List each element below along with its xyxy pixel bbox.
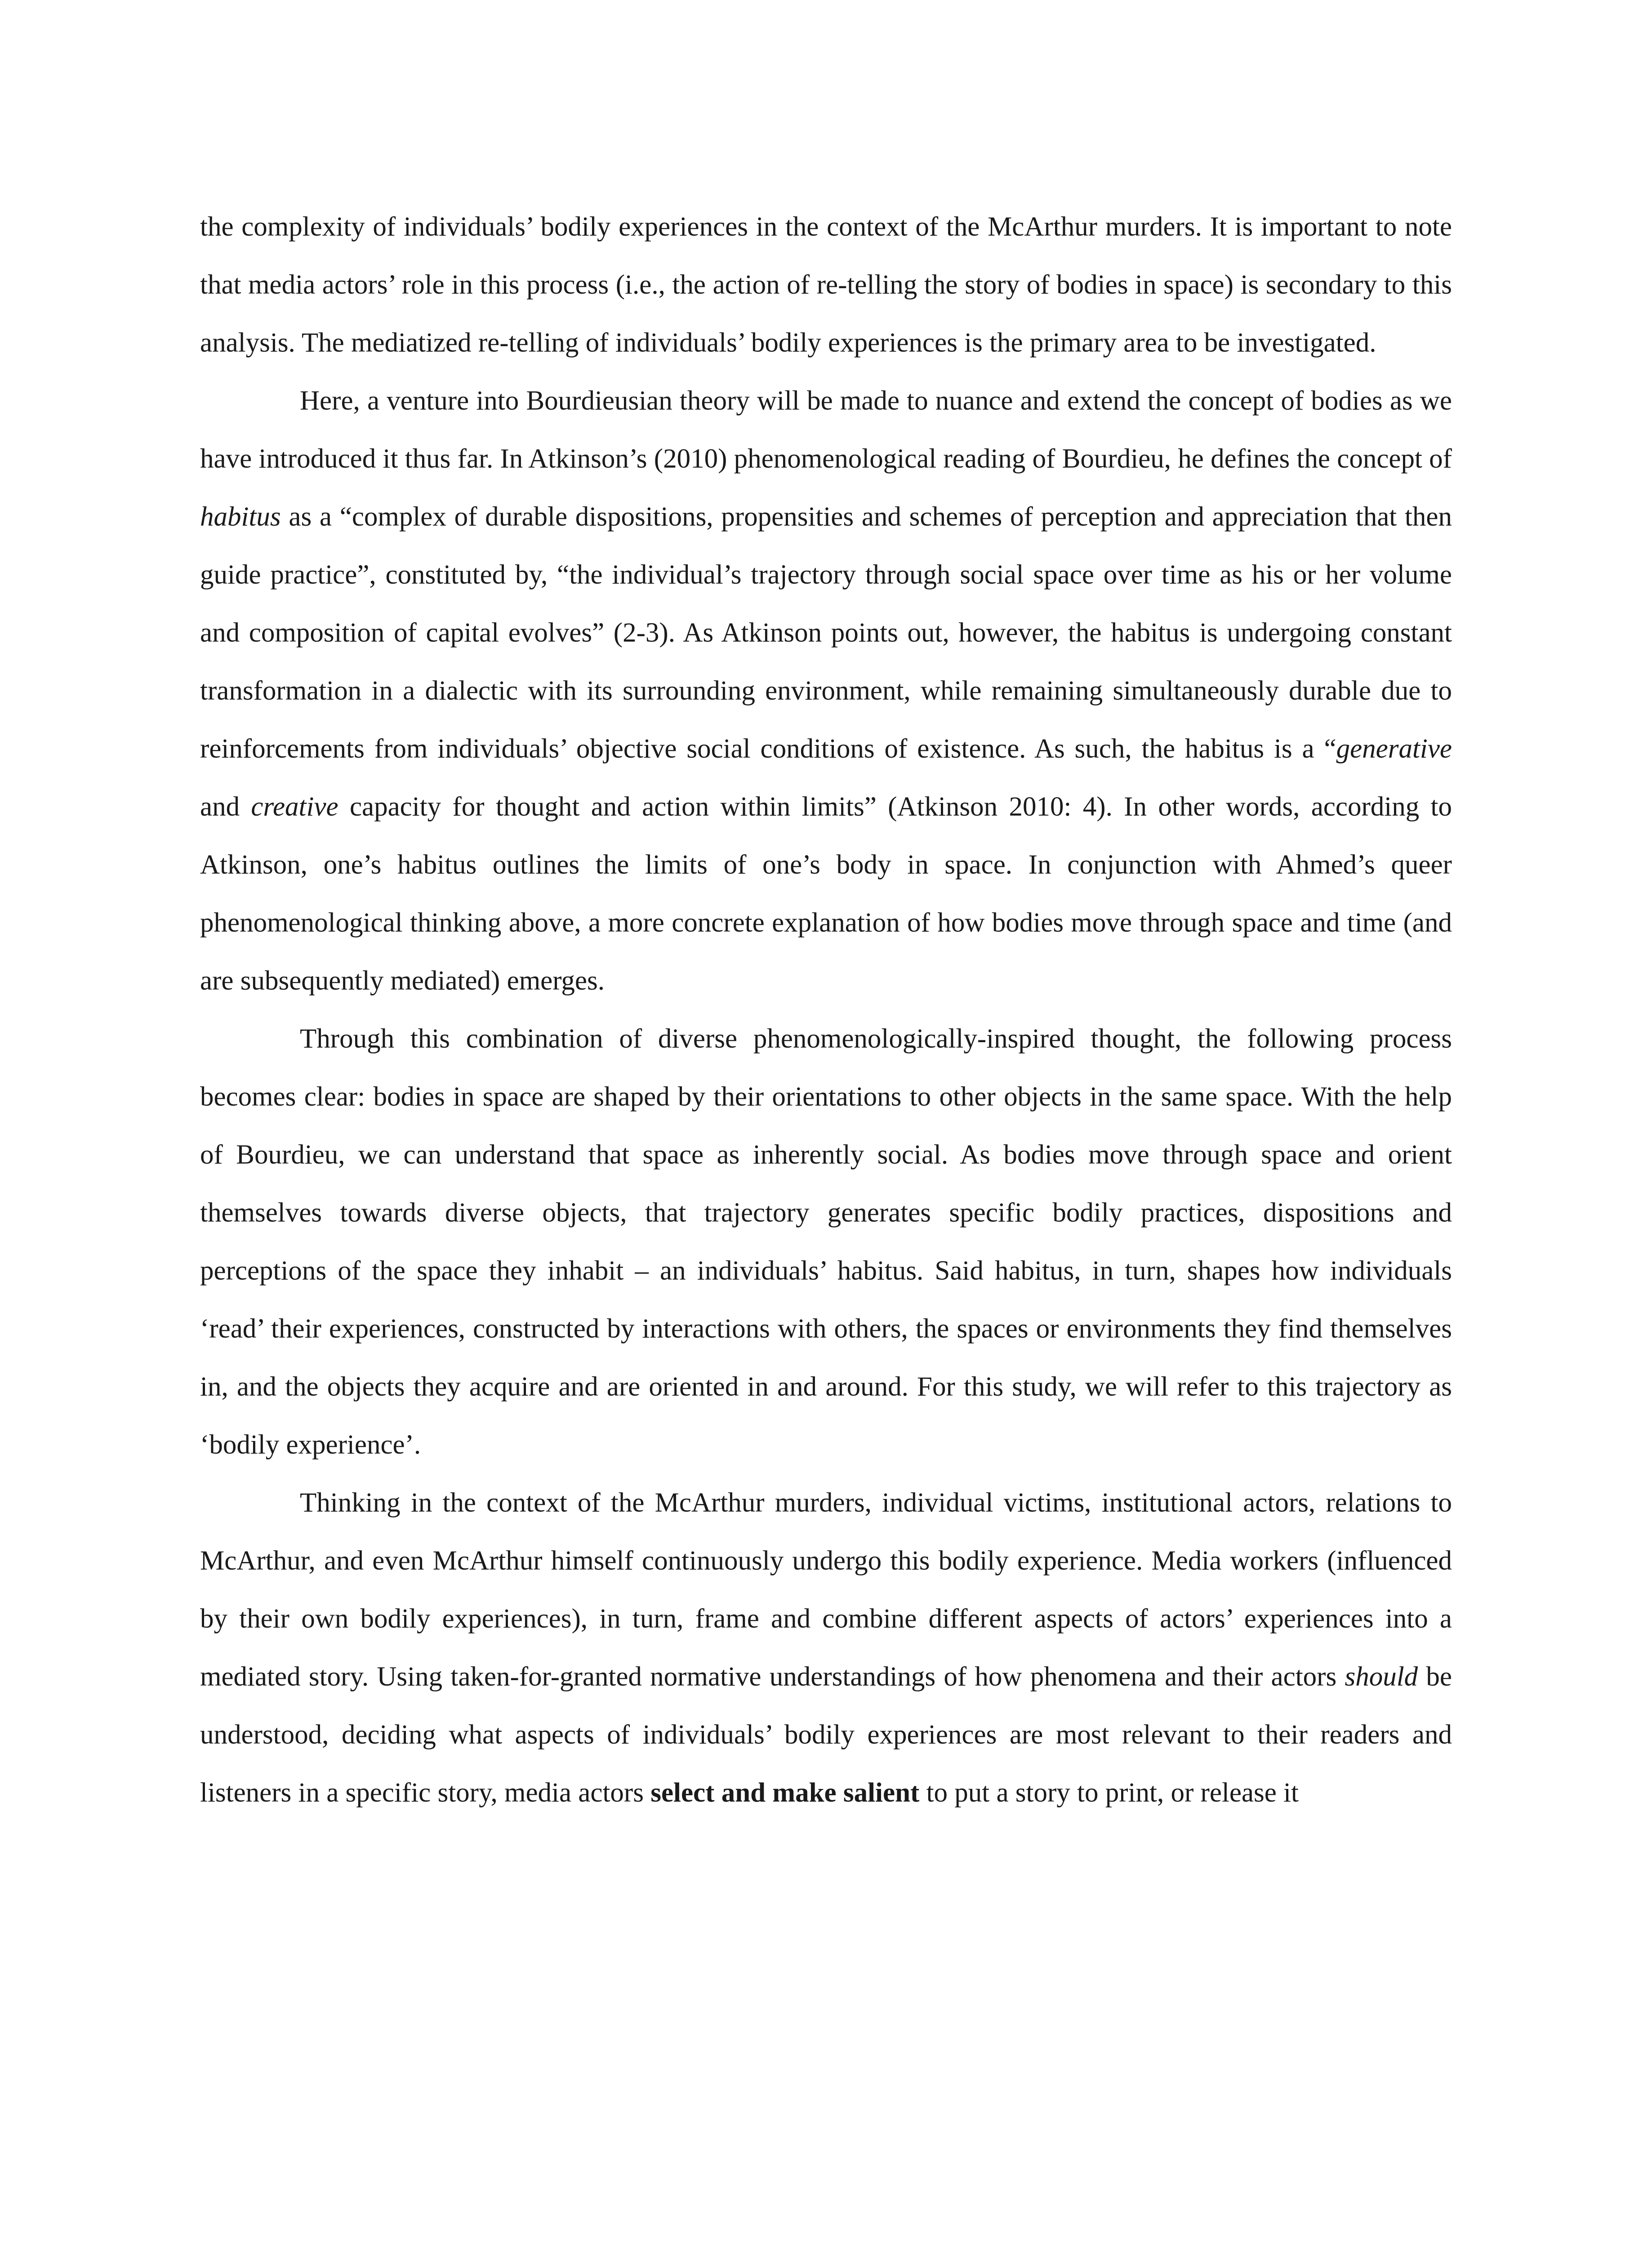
italic-term: creative — [251, 792, 338, 822]
italic-term: generative — [1336, 734, 1452, 764]
paragraph: Thinking in the context of the McArthur murders, individual victims, institutional actors, relations to McArthur, and even McArthur himself continuously undergo this bodily experience. Media workers (influenced by their own bodily experiences), in turn, frame and combine different aspects of actors’ experiences into a mediated story. Using taken-for-granted normative understandings of how phenomena and their actors should be understood, deciding what aspects of individuals’ bodily experiences are most relevant to their readers and listeners in a specific story, media actors select and make salient to put a story to print, or release it — [200, 1488, 1452, 1808]
paragraph: Through this combination of diverse phenomenologically-inspired thought, the following process becomes clear: bodies in space are shaped by their orientations to other objects in the same space. With the help of Bourdieu, we can understand that space as inherently social. As bodies move through space and orient themselves towards diverse objects, that trajectory generates specific bodily practices, dispositions and perceptions of the space they inhabit – an individuals’ habitus. Said habitus, in turn, shapes how individuals ‘read’ their experiences, constructed by interactions with others, the spaces or environments they find themselves in, and the objects they acquire and are oriented in and around. For this study, we will refer to this trajectory as ‘bodily experience’. — [200, 1024, 1452, 1460]
bold-phrase: select and make salient — [650, 1778, 920, 1808]
body-text — [200, 198, 1452, 1822]
italic-term: habitus — [200, 502, 281, 532]
italic-term: should — [1345, 1662, 1418, 1692]
paragraph: the complexity of individuals’ bodily experiences in the context of the McArthur murders. It is important to note that media actors’ role in this process (i.e., the action of re-telling the story of bodies in space) is secondary to this analysis. The mediatized re-telling of individuals’ bodily experiences is the primary area to be investigated. — [200, 212, 1452, 358]
paragraph: Here, a venture into Bourdieusian theory will be made to nuance and extend the concept of bodies as we have introduced it thus far. In Atkinson’s (2010) phenomenological reading of Bourdieu, he defines the concept of habitus as a “complex of durable dispositions, propensities and schemes of perception and appreciation that then guide practice”, constituted by, “the individual’s trajectory through social space over time as his or her volume and composition of capital evolves” (2-3). As Atkinson points out, however, the habitus is undergoing constant transformation in a dialectic with its surrounding environment, while remaining simultaneously durable due to reinforcements from individuals’ objective social conditions of existence. As such, the habitus is a “generative and creative capacity for thought and action within limits” (Atkinson 2010: 4). In other words, according to Atkinson, one’s habitus outlines the limits of one’s body in space. In conjunction with Ahmed’s queer phenomenological thinking above, a more concrete explanation of how bodies move through space and time (and are subsequently mediated) emerges. — [200, 386, 1452, 996]
